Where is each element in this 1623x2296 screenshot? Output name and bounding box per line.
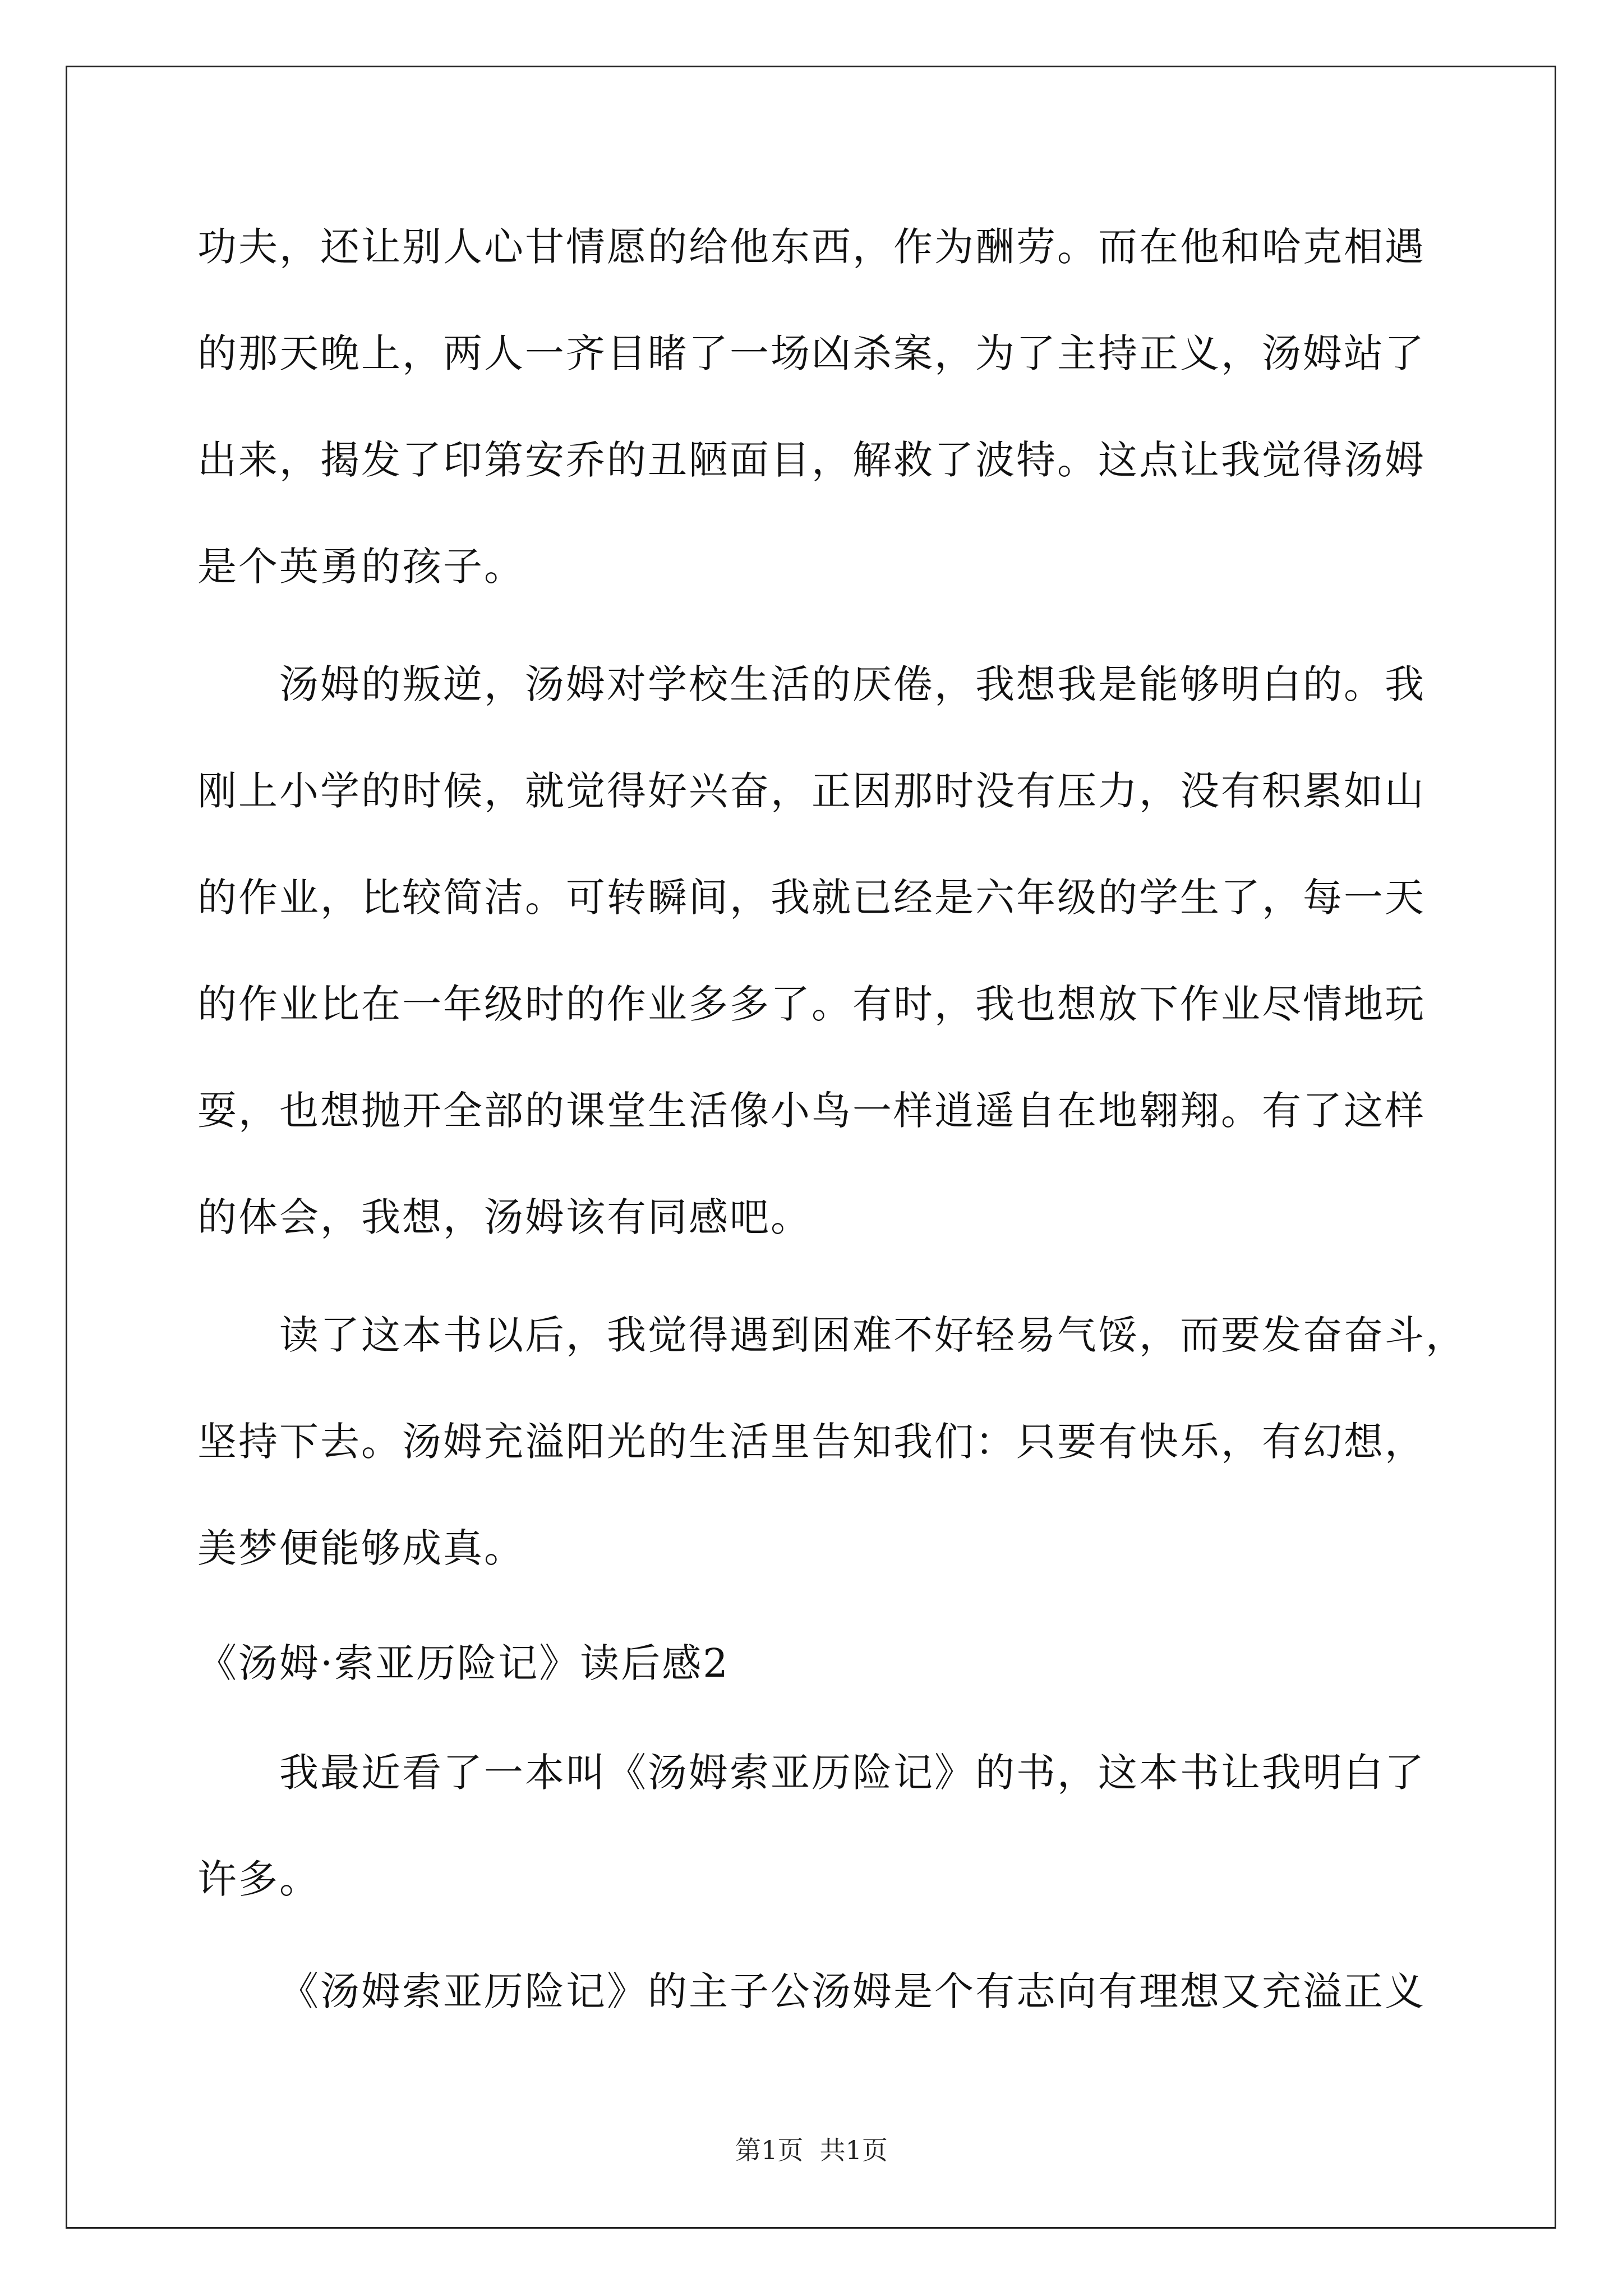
text-line: 的体会，我想，汤姆该有同感吧。 bbox=[197, 1194, 811, 1240]
text-line: 的作业，比较简洁。可转瞬间，我就已经是六年级的学生了，每一天 bbox=[197, 875, 1426, 921]
text-line: 我最近看了一本叫《汤姆索亚历险记》的书，这本书让我明白了 bbox=[279, 1750, 1426, 1796]
text-line: 功夫，还让别人心甘情愿的给他东西，作为酬劳。而在他和哈克相遇 bbox=[197, 224, 1426, 270]
text-line: 出来，揭发了印第安乔的丑陋面目，解救了波特。这点让我觉得汤姆 bbox=[197, 437, 1426, 483]
text-line: 读了这本书以后，我觉得遇到困难不好轻易气馁，而要发奋奋斗， bbox=[279, 1312, 1467, 1358]
section-heading: 《汤姆·索亚历险记》读后感2 bbox=[197, 1640, 730, 1686]
text-line: 美梦便能够成真。 bbox=[197, 1525, 525, 1571]
text-line: 坚持下去。汤姆充溢阳光的生活里告知我们：只要有快乐，有幻想， bbox=[197, 1419, 1426, 1465]
text-line: 刚上小学的时候，就觉得好兴奋，正因那时没有压力，没有积累如山 bbox=[197, 768, 1426, 814]
text-line: 许多。 bbox=[197, 1856, 320, 1902]
page-footer: 第1页 共1页 bbox=[735, 2135, 888, 2165]
text-line: 耍，也想抛开全部的课堂生活像小鸟一样逍遥自在地翱翔。有了这样 bbox=[197, 1088, 1426, 1134]
text-line: 的那天晚上，两人一齐目睹了一场凶杀案，为了主持正义，汤姆站了 bbox=[197, 330, 1426, 376]
text-line: 的作业比在一年级时的作业多多了。有时，我也想放下作业尽情地玩 bbox=[197, 981, 1426, 1027]
text-line: 《汤姆索亚历险记》的主子公汤姆是个有志向有理想又充溢正义 bbox=[279, 1968, 1426, 2014]
text-line: 汤姆的叛逆，汤姆对学校生活的厌倦，我想我是能够明白的。我 bbox=[279, 661, 1426, 707]
text-line: 是个英勇的孩子。 bbox=[197, 544, 525, 590]
page-border bbox=[66, 66, 1556, 2229]
